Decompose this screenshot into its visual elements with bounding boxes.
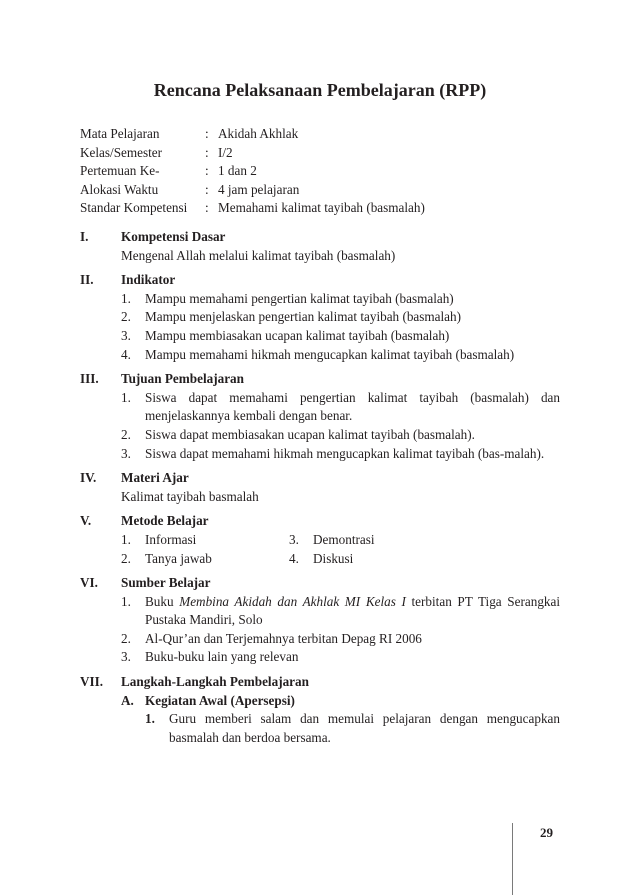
section-indikator [80, 271, 560, 364]
info-row [80, 199, 560, 218]
section-heading: Langkah-Langkah Pembelajaran [121, 674, 309, 690]
section-materi-ajar [80, 469, 560, 506]
info-key: Mata Pelajaran [80, 126, 160, 141]
list-item: 1. Buku Membina Akidah dan Akhlak MI Kelas I terbitan PT Tiga Serangkai Pustaka Mandiri, Solo [121, 593, 561, 628]
info-value: I/2 [218, 144, 233, 160]
section-heading: Sumber Belajar [121, 575, 211, 591]
list-item: 4. Mampu memahami hikmah mengucapkan kalimat tayibah (basmalah) [121, 346, 515, 362]
section-heading: Indikator [121, 272, 176, 288]
list-item: 2. Mampu menjelaskan pengertian kalimat tayibah (basmalah) [121, 309, 462, 325]
info-key: Alokasi Waktu [80, 181, 159, 197]
section-heading: Tujuan Pembelajaran [121, 371, 244, 387]
list-item: 1. Guru memberi salam dan memulai pelajaran dengan mengucapkan basmalah dan berdoa bersama. [145, 711, 560, 745]
section-text: Mengenal Allah melalui kalimat tayibah (basmalah) [121, 247, 396, 263]
list-item: 2. Al-Qur’an dan Terjemahnya terbitan Depag RI 2006 [121, 630, 422, 646]
info-value: Akidah Akhlak [218, 126, 299, 141]
info-value: 4 jam pelajaran [218, 181, 300, 197]
section-number: V. [80, 513, 92, 529]
info-value: 1 dan 2 [218, 163, 257, 179]
section-sumber-belajar [80, 574, 560, 667]
list-item: 2. Siswa dapat membiasakan ucapan kalimat tayibah (basmalah). [121, 426, 475, 442]
info-value: Memahami kalimat tayibah (basmalah) [218, 200, 425, 216]
section-number: VI. [80, 575, 98, 591]
list-item: 2. Tanya jawab [121, 550, 212, 566]
section-heading: Metode Belajar [121, 513, 209, 529]
info-key: Pertemuan Ke- [80, 163, 160, 179]
section-kompetensi-dasar [80, 228, 560, 265]
section-number: I. [80, 229, 89, 244]
section-tujuan-pembelajaran [80, 370, 560, 463]
subsection-letter: A. [121, 692, 134, 708]
list-item: 3. Mampu membiasakan ucapan kalimat tayibah (basmalah) [121, 327, 450, 343]
section-heading: Materi Ajar [121, 470, 189, 486]
section-text: Kalimat tayibah basmalah [121, 488, 259, 504]
info-colon: : [205, 163, 209, 179]
list-item: 1. Siswa dapat memahami pengertian kalimat tayibah (basmalah) dan menjelaskannya kembali dengan benar. [121, 389, 560, 424]
info-key: Kelas/Semester [80, 144, 163, 160]
subsection-heading: Kegiatan Awal (Apersepsi) [145, 692, 295, 708]
info-key: Standar Kompetensi [80, 200, 188, 216]
section-langkah-pembelajaran [80, 673, 560, 747]
section-heading: Kompetensi Dasar [121, 229, 226, 244]
list-item: 3. Buku-buku lain yang relevan [121, 649, 299, 665]
list-item: 3. Demontrasi [289, 531, 375, 547]
subsection-kegiatan-awal [121, 692, 560, 748]
info-row [80, 181, 560, 200]
section-number: III. [80, 371, 99, 387]
info-row [80, 162, 560, 181]
book-title: Membina Akidah dan Akhlak MI Kelas I [179, 593, 406, 609]
margin-rule [512, 823, 513, 895]
list-item: 1. Informasi [121, 531, 197, 547]
info-colon: : [205, 144, 209, 160]
list-item: 4. Diskusi [289, 550, 354, 566]
info-colon: : [205, 200, 209, 216]
list-item: 1. Mampu memahami pengertian kalimat tayibah (basmalah) [121, 290, 454, 306]
page-title: Rencana Pelaksanaan Pembelajaran (RPP) [153, 80, 487, 100]
section-number: II. [80, 272, 94, 288]
list-item: 3. Siswa dapat memahami hikmah mengucapkan kalimat tayibah (bas-malah). [121, 445, 545, 461]
lesson-info [80, 125, 560, 218]
info-colon: : [205, 181, 209, 197]
section-number: IV. [80, 470, 97, 486]
sections [80, 228, 560, 753]
info-colon: : [205, 126, 209, 141]
info-row [80, 125, 560, 144]
section-metode-belajar [80, 512, 560, 568]
info-row [80, 144, 560, 163]
section-number: VII. [80, 674, 104, 690]
page-number: 29 [540, 825, 553, 840]
